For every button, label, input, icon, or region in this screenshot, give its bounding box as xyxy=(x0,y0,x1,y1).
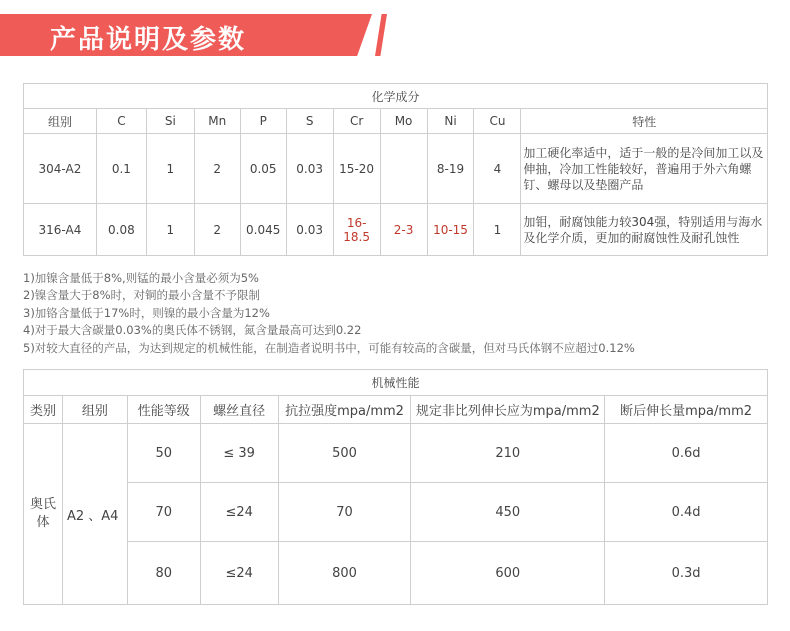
table-cell: 2 xyxy=(194,134,240,204)
footnotes xyxy=(23,270,768,357)
table-cell: ≤24 xyxy=(200,483,278,542)
table-cell: 0.045 xyxy=(240,204,286,256)
column-header: 规定非比列伸长应为mpa/mm2 xyxy=(411,396,605,424)
table-cell: 1 xyxy=(146,204,194,256)
column-header: 螺丝直径 xyxy=(200,396,278,424)
table-cell: 70 xyxy=(278,483,411,542)
column-header: 组别 xyxy=(24,109,97,134)
table-cell: 450 xyxy=(411,483,605,542)
table-cell: 0.6d xyxy=(605,424,768,483)
column-header: S xyxy=(286,109,333,134)
table-cell: ≤ 39 xyxy=(200,424,278,483)
table-cell: 8-19 xyxy=(427,134,474,204)
table-cell: 15-20 xyxy=(333,134,380,204)
chemical-composition-table xyxy=(23,83,768,256)
property-description: 加钼，耐腐蚀能力较304强，特别适用与海水及化学介质，更加的耐腐蚀性及耐孔蚀性 xyxy=(521,204,768,256)
column-header: Cr xyxy=(333,109,380,134)
chem-header-row xyxy=(24,109,768,134)
column-header: 抗拉强度mpa/mm2 xyxy=(278,396,411,424)
table-cell: 0.03 xyxy=(286,204,333,256)
banner-title: 产品说明及参数 xyxy=(50,25,247,55)
footnote: 3)加铬含量低于17%时，则镍的最小含量为12% xyxy=(23,305,270,320)
table-row xyxy=(24,134,768,204)
table-cell xyxy=(380,134,427,204)
footnote: 4)对于最大含碳量0.03%的奥氏体不锈钢，氮含量最高可达到0.22 xyxy=(23,323,362,338)
table-row xyxy=(24,424,768,483)
column-header: 特性 xyxy=(521,109,768,134)
table-cell: 316-A4 xyxy=(24,204,97,256)
table-cell: 2-3 xyxy=(380,204,427,256)
table-cell: 600 xyxy=(411,542,605,605)
table-cell: 50 xyxy=(127,424,200,483)
column-header: Mo xyxy=(380,109,427,134)
table-cell: 10-15 xyxy=(427,204,474,256)
footnote: 2)镍含量大于8%时，对铜的最小含量不予限制 xyxy=(23,288,261,303)
column-header: C xyxy=(96,109,146,134)
table-row xyxy=(24,483,768,542)
table-row xyxy=(24,542,768,605)
column-header: Si xyxy=(146,109,194,134)
table-cell: 16-18.5 xyxy=(333,204,380,256)
mechanical-properties-table xyxy=(23,369,768,605)
table-cell: 210 xyxy=(411,424,605,483)
chem-table-title: 化学成分 xyxy=(24,84,768,109)
table-cell: 304-A2 xyxy=(24,134,97,204)
table-cell: 1 xyxy=(146,134,194,204)
table-cell: 0.4d xyxy=(605,483,768,542)
mech-header-row xyxy=(24,396,768,424)
table-cell: 1 xyxy=(474,204,521,256)
table-cell: 0.08 xyxy=(96,204,146,256)
column-header: 断后伸长量mpa/mm2 xyxy=(605,396,768,424)
property-description: 加工硬化率适中，适于一般的是冷间加工以及伸抽，冷加工性能较好，普遍用于外六角螺钉、螺母以及垫圈产品 xyxy=(521,134,768,204)
column-header: Mn xyxy=(194,109,240,134)
table-cell: 0.05 xyxy=(240,134,286,204)
table-cell: 0.3d xyxy=(605,542,768,605)
category-cell: 奥氏体 xyxy=(24,424,63,605)
column-header: Ni xyxy=(427,109,474,134)
column-header: Cu xyxy=(474,109,521,134)
footnote: 1)加镍含量低于8%,则锰的最小含量必须为5% xyxy=(23,271,259,285)
footnote: 5)对较大直径的产品，为达到规定的机械性能，在制造者说明书中，可能有较高的含碳量，但对马氏体钢不应超过0.12% xyxy=(23,340,635,355)
table-cell: 0.1 xyxy=(96,134,146,204)
column-header: 性能等级 xyxy=(127,396,200,424)
table-cell: 500 xyxy=(278,424,411,483)
table-cell: 70 xyxy=(127,483,200,542)
table-cell: 4 xyxy=(474,134,521,204)
table-cell: 80 xyxy=(127,542,200,605)
column-header: P xyxy=(240,109,286,134)
mech-table-title: 机械性能 xyxy=(24,370,768,396)
table-cell: ≤24 xyxy=(200,542,278,605)
table-cell: 2 xyxy=(194,204,240,256)
column-header: 组别 xyxy=(62,396,127,424)
table-row xyxy=(24,204,768,256)
group-cell: A2 、A4 xyxy=(62,424,127,605)
table-cell: 0.03 xyxy=(286,134,333,204)
banner-slash-decoration xyxy=(375,14,387,56)
section-banner xyxy=(0,14,390,56)
column-header: 类别 xyxy=(24,396,63,424)
table-cell: 800 xyxy=(278,542,411,605)
